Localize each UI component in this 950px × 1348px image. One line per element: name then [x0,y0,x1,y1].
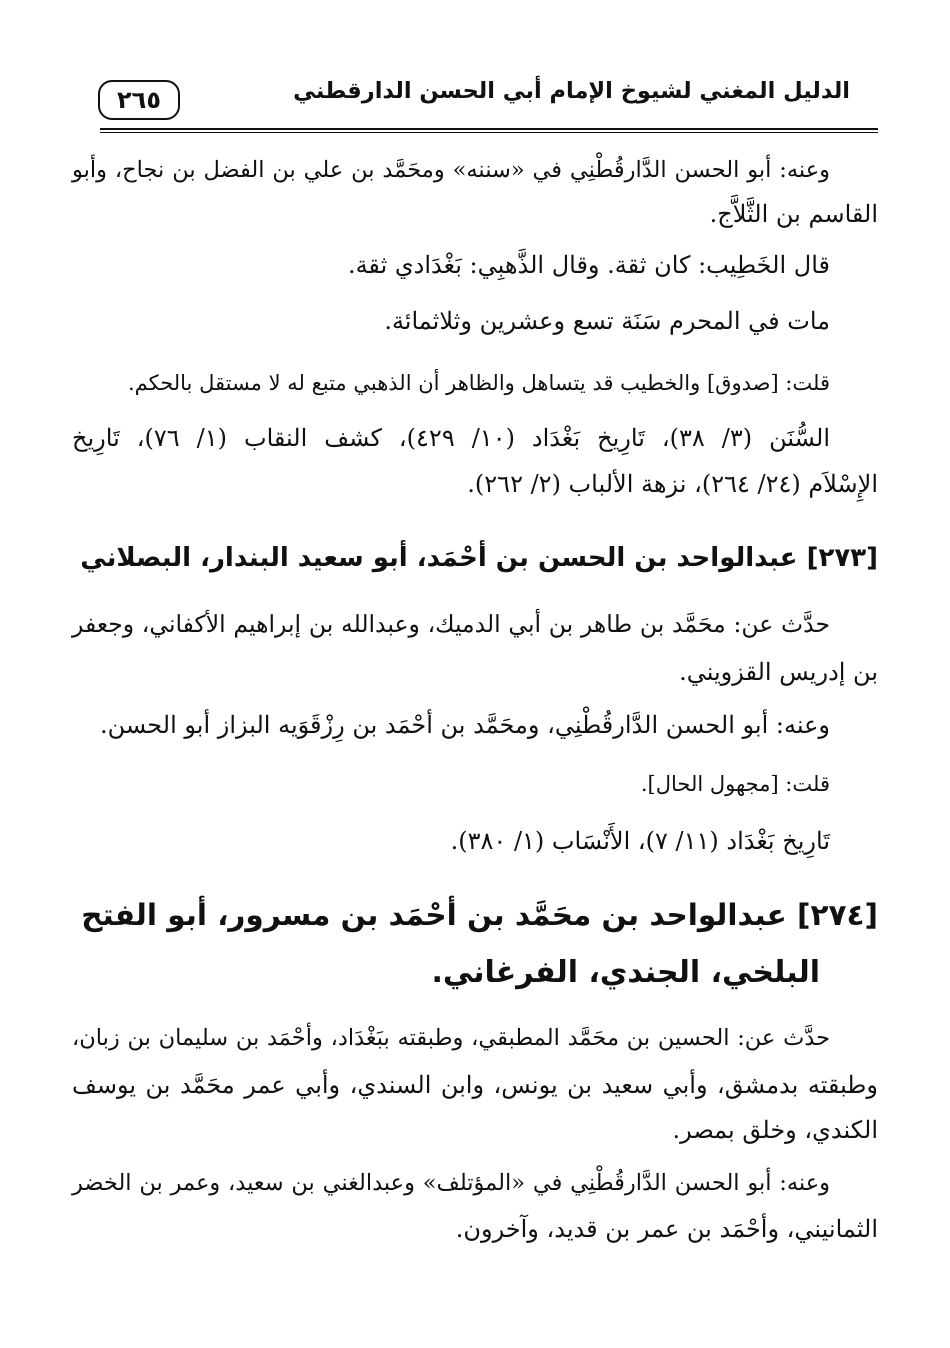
paragraph-line: الثمانيني، وأحْمَد بن عمر بن قديد، وآخرون. [455,1215,878,1243]
paragraph-line: وطبقته بدمشق، وأبي سعيد بن يونس، وابن السندي، وأبي عمر محَمَّد بن يوسف [72,1071,878,1099]
editor-note: قلت: [مجهول الحال]. [640,772,830,796]
running-title: الدليل المغني لشيوخ الإمام أبي الحسن الدارقطني [293,78,850,104]
paragraph-line: القاسم بن الثَّلاَّج. [709,200,878,228]
paragraph-line: قال الخَطِيب: كان ثقة. وقال الذَّهبِي: بَغْدَادي ثقة. [347,251,830,279]
editor-note: قلت: [صدوق] والخطيب قد يتساهل والظاهر أن الذهبي متبع له لا مستقل بالحكم. [127,371,830,395]
paragraph-line: مات في المحرم سَنَة تسع وعشرين وثلاثمائة. [384,307,830,335]
paragraph-line: حدَّث عن: الحسين بن محَمَّد المطبقي، وطبقته ببَغْدَاد، وأحْمَد بن سليمان بن زبان، [72,1025,830,1051]
page-number-box: ٢٦٥ [98,80,180,120]
paragraph-line: وعنه: أبو الحسن الدَّارقُطْنِي، ومحَمَّد بن أحْمَد بن رِزْقَوَيه البزاز أبو الحسن. [99,711,830,739]
source-line: السُّنَن (٣/ ٣٨)، تَارِيخ بَغْدَاد (١٠/ ٤٢٩)، كشف النقاب (١/ ٧٦)، تَارِيخ [72,424,831,452]
header-rule [100,128,878,130]
paragraph-line: وعنه: أبو الحسن الدَّارقُطْنِي في «سننه» ومحَمَّد بن علي بن الفضل بن نجاح، وأبو [72,157,830,183]
paragraph-line: حدَّث عن: محَمَّد بن طاهر بن أبي الدميك، وعبدالله بن إبراهيم الأكفاني، وجعفر [72,610,830,638]
header-rule-thin [100,132,878,133]
source-line: تَارِيخ بَغْدَاد (١١/ ٧)، الأَنْسَاب (١/ ٣٨٠). [450,827,830,855]
paragraph-line: الكندي، وخلق بمصر. [672,1116,878,1144]
source-line: الإِسْلاَم (٢٤/ ٢٦٤)، نزهة الألباب (٢/ ٢٦٢). [467,470,878,498]
entry-heading: [٢٧٣] عبدالواحد بن الحسن بن أحْمَد، أبو سعيد البندار، البصلاني [80,543,878,573]
paragraph-line: بن إدريس القزويني. [679,658,878,686]
paragraph-line: وعنه: أبو الحسن الدَّارقُطْنِي في «المؤتلف» وعبدالغني بن سعيد، وعمر بن الخضر [72,1170,830,1196]
entry-heading: [٢٧٤] عبدالواحد بن محَمَّد بن أحْمَد بن مسرور، أبو الفتح [81,898,878,932]
entry-heading-continued: البلخي، الجندي، الفرغاني. [431,955,820,990]
